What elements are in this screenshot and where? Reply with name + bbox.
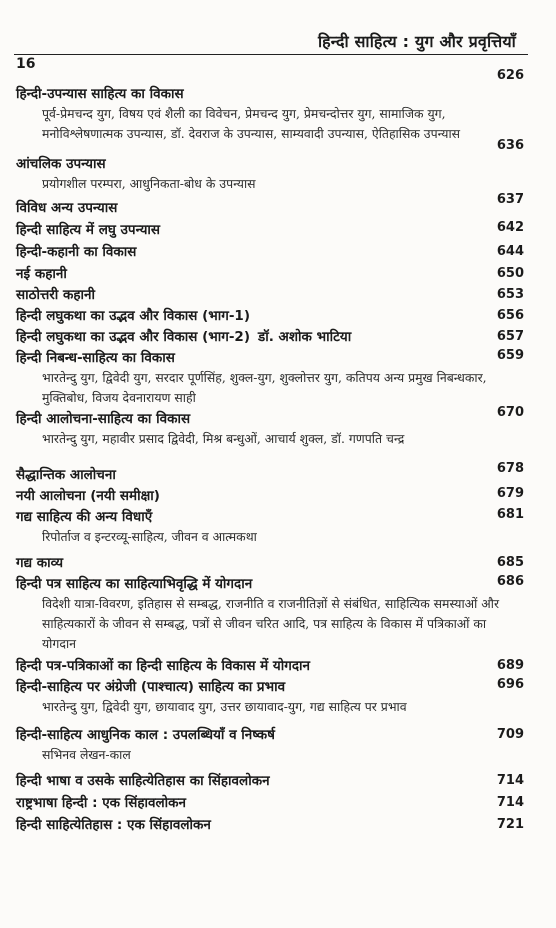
toc-entry	[16, 242, 524, 262]
toc-entry-title: हिन्दी-साहित्य आधुनिक काल : उपलब्धियाँ व निष्कर्ष	[16, 727, 275, 743]
toc-entry-title: हिन्दी-उपन्यास साहित्य का विकास	[16, 86, 184, 102]
toc-entry-subtopics: रिपोर्ताज व इन्टरव्यू-साहित्य, जीवन व आत्मकथा	[42, 529, 257, 544]
toc-entry	[16, 138, 524, 194]
toc-page-number: 650	[496, 266, 524, 281]
toc-entry	[16, 553, 524, 573]
toc-page-number: 696	[496, 677, 524, 692]
toc-entry-title: सैद्धान्तिक आलोचना	[16, 467, 116, 483]
toc-entry	[16, 656, 524, 676]
toc-entry-title: हिन्दी भाषा व उसके साहित्येतिहास का सिंहावलोकन	[16, 773, 270, 789]
toc-entry	[16, 306, 524, 326]
toc-page-number: 685	[496, 555, 524, 570]
toc-entry	[16, 327, 524, 347]
toc-entry-title: गद्य साहित्य की अन्य विधाएँ	[16, 509, 153, 525]
toc-page-number: 679	[496, 486, 524, 501]
toc-entry-subtopics: प्रयोगशील परम्परा, आधुनिकता-बोध के उपन्यास	[42, 176, 256, 191]
toc-entry-subtopics: भारतेन्दु युग, महावीर प्रसाद द्विवेदी, मिश्र बन्धुओं, आचार्य शुक्ल, डॉ. गणपति चन्द्र	[42, 431, 405, 446]
toc-page-number: 670	[496, 405, 524, 420]
toc-entry	[16, 348, 524, 408]
toc-entry-title-text: हिन्दी लघुकथा का उद्भव और विकास (भाग-2)	[16, 329, 250, 345]
toc-entry-title: हिन्दी साहित्य में लघु उपन्यास	[16, 222, 161, 238]
toc-entry-subtopics: भारतेन्दु युग, द्विवेदी युग, सरदार पूर्णसिंह, शुक्ल-युग, शुक्लोत्तर युग, कतिपय अन्य प्रमुख निबन्धकार, मुक्तिबोध, विजय देवनारायण साही	[42, 370, 487, 405]
toc-entry	[16, 405, 524, 449]
header-rule	[14, 54, 528, 55]
toc-entry-subtopics: भारतेन्दु युग, द्विवेदी युग, छायावाद युग, उत्तर छायावाद-युग, गद्य साहित्य पर प्रभाव	[42, 699, 407, 714]
toc-entry	[16, 66, 524, 144]
toc-entry-title: हिन्दी निबन्ध-साहित्य का विकास	[16, 350, 175, 366]
table-of-contents	[16, 62, 524, 835]
toc-entry-author: डॉ. अशोक भाटिया	[258, 329, 352, 345]
toc-entry	[16, 264, 524, 284]
toc-entry-title: हिन्दी-साहित्य पर अंग्रेजी (पाश्चात्य) साहित्य का प्रभाव	[16, 679, 286, 695]
toc-entry-title: हिन्दी पत्र-पत्रिकाओं का हिन्दी साहित्य के विकास में योगदान	[16, 658, 311, 674]
toc-entry-subtopics: विदेशी यात्रा-विवरण, इतिहास से सम्बद्ध, राजनीति व राजनीतिज्ञों से संबंधित, साहित्यिक समस्याओं और साहित्यकारों के जीवन से सम्बद्ध, पत्रों से जीवन चरित आदि, पत्र साहित्य के विकास में पत्रिकाओं का योगदान	[42, 596, 500, 651]
toc-entry	[16, 677, 524, 717]
toc-page-number: 626	[496, 68, 524, 83]
toc-entry-title: नयी आलोचना (नयी समीक्षा)	[16, 488, 160, 504]
toc-entry-title: गद्य काव्य	[16, 555, 64, 571]
toc-entry	[16, 771, 524, 791]
toc-page-number: 642	[496, 220, 524, 235]
toc-entry-title: हिन्दी-कहानी का विकास	[16, 244, 137, 260]
toc-page-number: 709	[496, 727, 524, 742]
running-header-title: हिन्दी साहित्य : युग और प्रवृत्तियाँ	[317, 32, 516, 51]
toc-entry-title: हिन्दी आलोचना-साहित्य का विकास	[16, 411, 191, 427]
toc-entry-title: राष्ट्रभाषा हिन्दी : एक सिंहावलोकन	[16, 795, 187, 811]
toc-page-number: 681	[496, 507, 524, 522]
toc-page-number: 678	[496, 461, 524, 476]
toc-entry	[16, 220, 524, 240]
toc-entry	[16, 192, 524, 218]
toc-entry	[16, 507, 524, 547]
toc-page-number: 714	[496, 773, 524, 788]
toc-page-number: 686	[496, 574, 524, 589]
toc-entry	[16, 486, 524, 506]
toc-page-number: 714	[496, 795, 524, 810]
toc-page-number: 636	[496, 138, 524, 153]
toc-entry-subtopics: पूर्व-प्रेमचन्द युग, विषय एवं शैली का विवेचन, प्रेमचन्द युग, प्रेमचन्दोत्तर युग, सामाजिक युग, मनोविश्लेषणात्मक उपन्यास, डॉ. देवराज के उपन्यास, साम्यवादी उपन्यास, ऐतिहासिक उपन्यास	[42, 106, 461, 141]
toc-entry-title	[16, 327, 524, 347]
toc-entry	[16, 461, 524, 485]
toc-entry-title: विविध अन्य उपन्यास	[16, 200, 118, 216]
toc-page-number: 659	[496, 348, 524, 363]
toc-entry-title: नई कहानी	[16, 266, 67, 282]
toc-page-number: 657	[496, 329, 524, 344]
toc-page-number: 637	[496, 192, 524, 207]
toc-entry	[16, 285, 524, 305]
toc-entry-subtopics: सभिनव लेखन-काल	[42, 747, 131, 762]
toc-page-number: 689	[496, 658, 524, 673]
toc-entry	[16, 725, 524, 765]
toc-entry-title: हिन्दी लघुकथा का उद्भव और विकास (भाग-1)	[16, 308, 250, 324]
toc-page-number: 644	[496, 244, 524, 259]
toc-entry-title: आंचलिक उपन्यास	[16, 156, 106, 172]
page-number: 16	[16, 56, 36, 72]
toc-entry	[16, 793, 524, 813]
toc-entry-title: साठोत्तरी कहानी	[16, 287, 96, 303]
toc-page-number: 721	[496, 817, 524, 832]
toc-entry	[16, 574, 524, 654]
toc-entry-title: हिन्दी साहित्येतिहास : एक सिंहावलोकन	[16, 817, 211, 833]
toc-entry	[16, 815, 524, 835]
toc-page-number: 653	[496, 287, 524, 302]
toc-page-number: 656	[496, 308, 524, 323]
toc-entry-title: हिन्दी पत्र साहित्य का साहित्याभिवृद्धि में योगदान	[16, 576, 253, 592]
